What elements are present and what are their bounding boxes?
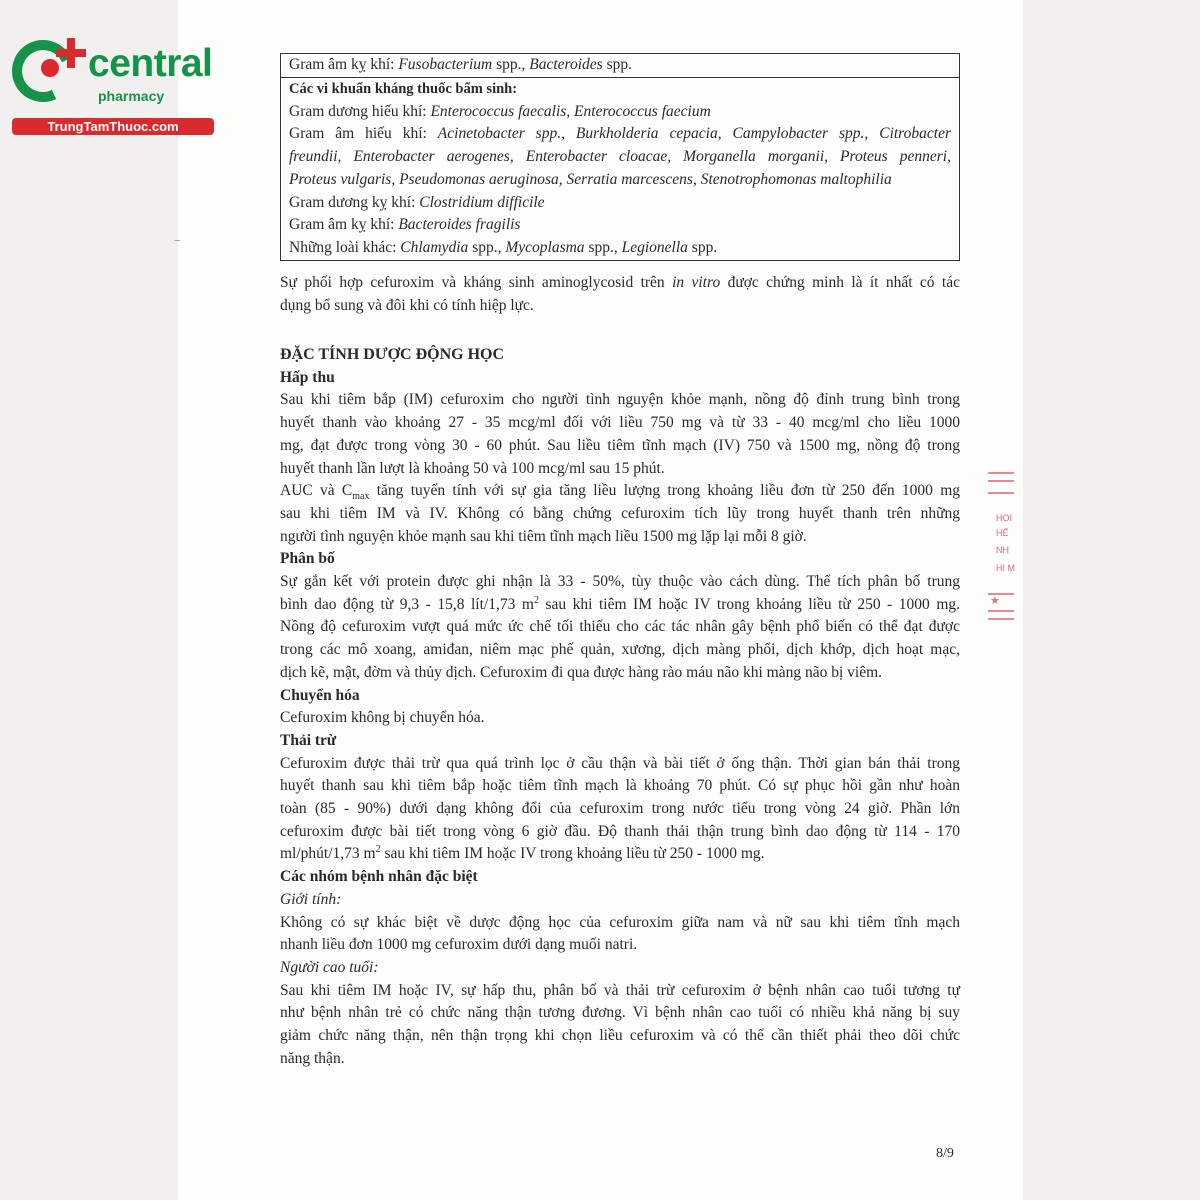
elderly-heading: Người cao tuổi: xyxy=(280,958,379,976)
logo-brand: central xyxy=(88,42,213,85)
table-row: Những loài khác: Chlamydia spp., Mycoplasma spp., Legionella spp. xyxy=(289,238,718,256)
metabolism-heading: Chuyển hóa xyxy=(280,686,360,704)
table-header: Các vi khuẩn kháng thuốc bẩm sinh: xyxy=(289,81,518,97)
table-row: Gram âm kỵ khí: Fusobacterium spp., Bacteroides spp. xyxy=(281,54,959,78)
pharmacokinetics-section: ĐẶC TÍNH DƯỢC ĐỘNG HỌC Hấp thu Sau khi tiêm bắp (IM) cefuroxim cho người tình nguyện khỏe mạnh, nồng độ đỉnh trung bình trong huyết thanh vào khoảng 27 - 35 mcg/ml đối với liều 750 mg và từ 33 - 40 mcg/ml cho liều 1000 mg, đạt được trong vòng 30 - 60 phút. Sau liều tiêm tĩnh mạch (IV) 750 và 1500 mg, nồng độ trong huyết thanh lần lượt là khoảng 50 và 100 mcg/ml sau 15 phút. AUC và $C_{max}$ tăng tuyến tính với sự gia tăng liều lượng trong khoảng liều đơn từ 250 đến 1000 mg sau khi tiêm IM và IV. Không có bằng chứng cefuroxim tích lũy trong huyết thanh trên những người tình nguyện khỏe mạnh sau khi tiêm tĩnh mạch liều 1500 mg lặp lại mỗi 8 giờ. Phân bố Sự gắn kết với protein được ghi nhận là 33 - 50%, tùy thuộc vào cách dùng. Thể tích phân bố trung bình dao động từ 9,3 - 15,8 lít/1,73 $m^2$ sau khi tiêm IM hoặc IV trong khoảng liều từ 250 - 1000 mg. Nồng độ cefuroxim vượt quá mức ức chế tối thiểu cho các tác nhân gây bệnh phổ biến có thể đạt được trong các mô xoang, amiđan, niêm mạc phế quản, xương, dịch màng phổi, dịch khớp, dịch hoạt mạc, dịch kẽ, mật, đờm và thủy dịch. Cefuroxim đi qua được hàng rào máu não khi màng não bị viêm. Chuyển hóa Cefuroxim không bị chuyển hóa. Thải trừ Cefuroxim được thải trừ qua quá trình lọc ở cầu thận và bài tiết ở ống thận. Thời gian bán thải trong huyết thanh sau khi tiêm bắp hoặc tiêm tĩnh mạch là khoảng 70 phút. Có sự phục hồi gần như hoàn toàn (85 - 90%) dưới dạng không đổi của cefuroxim trong nước tiểu trong vòng 24 giờ. Phần lớn cefuroxim được bài tiết trong vòng 6 giờ đầu. Độ thanh thải thận trung bình dao động từ 114 - 170 ml/phút/1,73 $m^2$ sau khi tiêm IM hoặc IV trong khoảng liều từ 250 - 1000 mg. Các nhóm bệnh nhân đặc biệt Giới tính: Không có sự khác biệt về dược động học của cefuroxim giữa nam và nữ sau khi tiêm tĩnh mạch nhanh liều đơn 1000 mg cefuroxim dưới dạng muối natri. Người cao tuổi: Sau khi tiêm IM hoặc IV, sự hấp thu, phân bố và thải trừ cefuroxim ở bệnh nhân cao tuổi tương tự như bệnh nhân trẻ có chức năng thận tương đương. Vì bệnh nhân cao tuổi có nhiều khả năng bị suy giảm chức năng thận, nên thận trọng khi chọn liều cefuroxim và có thể cần thiết phải theo dõi chức năng thận. xyxy=(280,346,961,1067)
distribution-heading: Phân bố xyxy=(280,550,335,568)
table-row: Gram dương kỵ khí: Clostridium difficile xyxy=(289,193,545,211)
logo-site-banner: TrungTamThuoc.com xyxy=(12,118,214,135)
table-row: Gram dương hiếu khí: Enterococcus faecalis, Enterococcus faecium xyxy=(289,102,711,120)
combination-paragraph: Sự phối hợp cefuroxim và kháng sinh aminoglycosid trên in vitro được chứng minh là ít nhất có tác dụng bổ sung và đôi khi có tính hiệp lực. xyxy=(280,274,960,314)
table-row: Gram âm hiếu khí: Acinetobacter spp., Burkholderia cepacia, Campylobacter spp., Citrobacter xyxy=(289,125,951,143)
logo-plus-icon xyxy=(56,38,86,68)
stamp-fragment: HOI HẾ NH HI M ★ xyxy=(982,468,1016,623)
page-number: 8/9 xyxy=(936,1146,954,1161)
logo-subtitle: pharmacy xyxy=(98,88,165,104)
star-icon: ★ xyxy=(990,595,1000,607)
resistance-table xyxy=(280,53,960,261)
gender-heading: Giới tính: xyxy=(280,890,342,908)
section-title: ĐẶC TÍNH DƯỢC ĐỘNG HỌC xyxy=(280,346,505,363)
central-pharmacy-logo[interactable] xyxy=(8,38,213,138)
table-row: Gram âm kỵ khí: Bacteroides fragilis xyxy=(289,216,521,234)
absorption-heading: Hấp thu xyxy=(280,368,335,386)
table-row: Proteus vulgaris, Pseudomonas aeruginosa, Serratia marcescens, Stenotrophomonas maltophilia xyxy=(289,170,892,188)
elimination-heading: Thải trừ xyxy=(280,731,337,749)
table-row: freundii, Enterobacter aerogenes, Enterobacter cloacae, Morganella morganii, Proteus penneri, xyxy=(289,148,951,166)
scan-mark xyxy=(174,240,180,241)
special-populations-heading: Các nhóm bệnh nhân đặc biệt xyxy=(280,868,478,886)
